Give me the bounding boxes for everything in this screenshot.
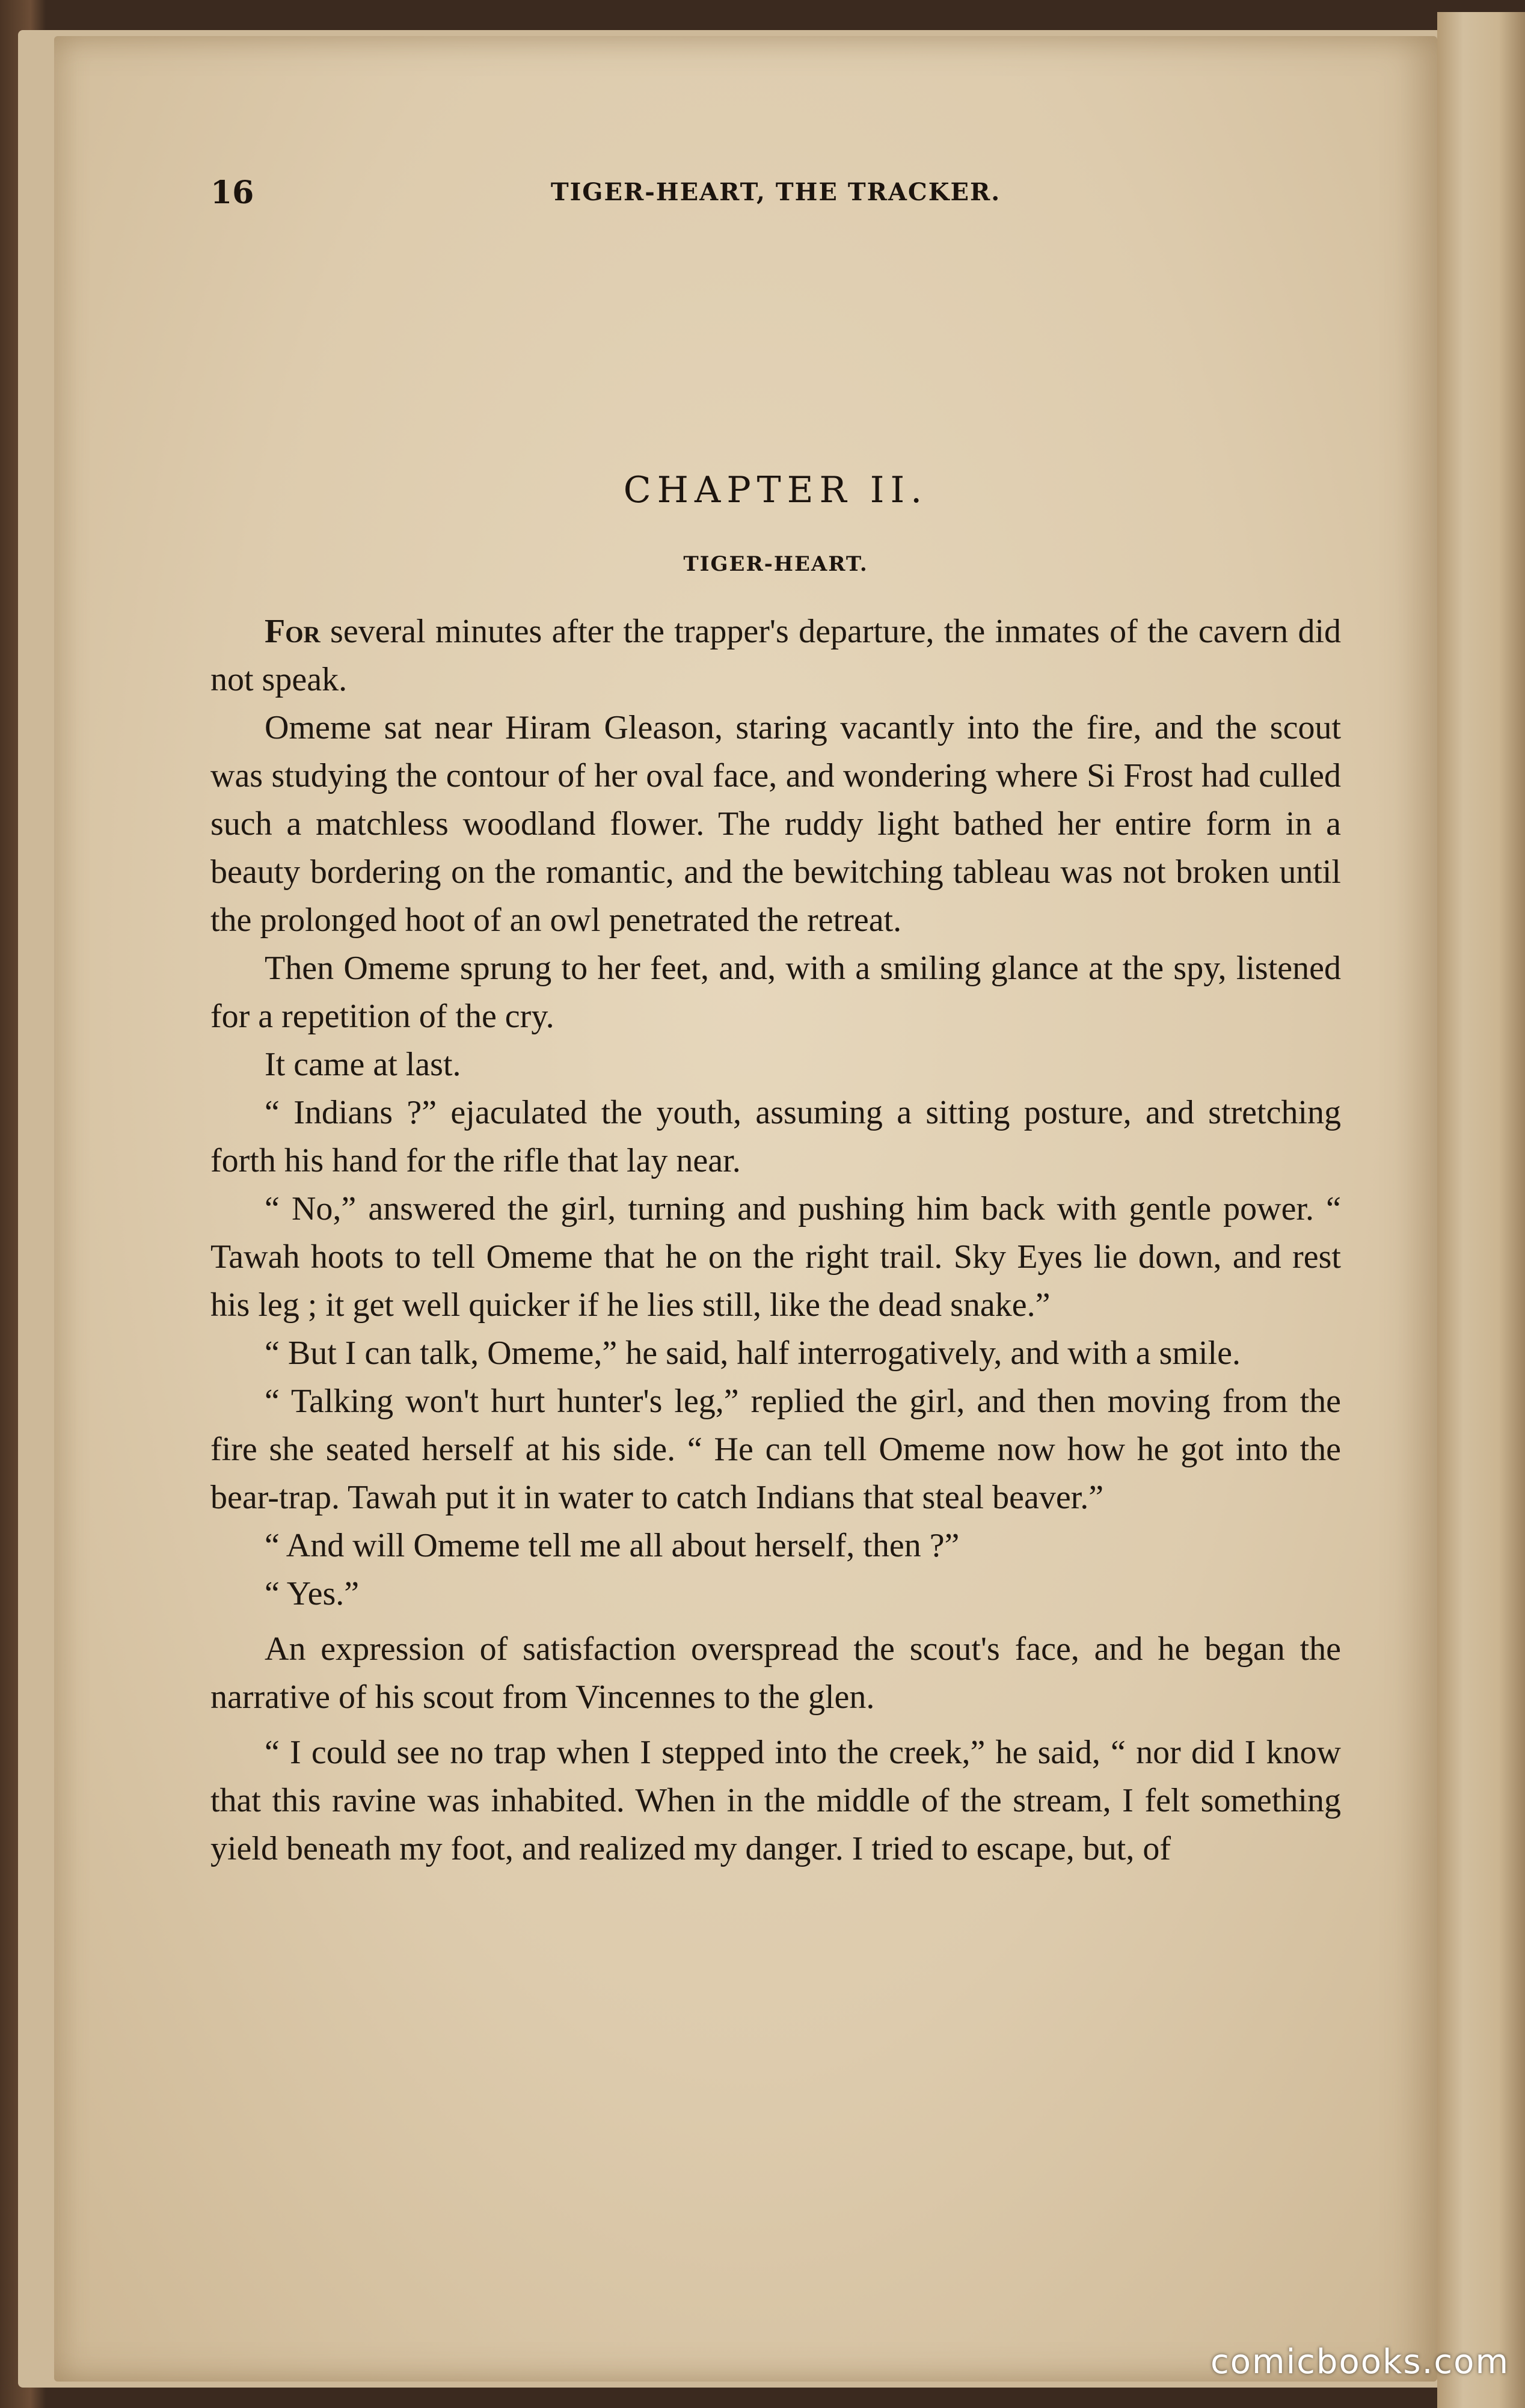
paragraph-4: It came at last. [265, 1046, 461, 1083]
chapter-subtitle: TIGER-HEART. [683, 552, 868, 576]
paragraph-6: “ No,” answered the girl, turning and pushing him back with gentle power. “ Tawah hoots to tell Omeme that he on the right trail. Sky Eyes lie down, and rest his leg ; it get well quicker if he lies still, like the dead snake.” [210, 1190, 1341, 1324]
paragraph-11: An expression of satisfaction overspread the scout's face, and he began the narrative of his scout from Vincennes to the glen. [210, 1630, 1341, 1716]
paragraph-3: Then Omeme sprung to her feet, and, with a smiling glance at the spy, listened for a repetition of the cry. [210, 950, 1341, 1035]
paragraph-1-first-word: For [265, 613, 321, 650]
binding-fold [1437, 12, 1525, 2408]
page-number: 16 [210, 174, 254, 211]
paragraph-8: “ Talking won't hurt hunter's leg,” replied the girl, and then moving from the fire she seated herself at his side. “ He can tell Omeme now how he got into the bear-trap. Tawah put it in water to catch Indians that steal beaver.” [210, 1383, 1341, 1516]
running-title: TIGER-HEART, THE TRACKER. [550, 178, 1001, 206]
paragraph-5: “ Indians ?” ejaculated the youth, assuming a sitting posture, and stretching forth his hand for the rifle that lay near. [210, 1094, 1341, 1179]
paragraph-12: “ I could see no trap when I stepped into the creek,” he said, “ nor did I know that this ravine was inhabited. When in the middle of the stream, I felt something yield beneath my foot, and realized my danger. I tried to escape, but, of [210, 1734, 1341, 1867]
page-header [210, 174, 1341, 223]
paragraph-2: Omeme sat near Hiram Gleason, staring vacantly into the fire, and the scout was studying the contour of her oval face, and wondering where Si Frost had culled such a matchless woodland flower. The ruddy light bathed her entire form in a beauty bordering on the romantic, and the bewitching tableau was not broken until the prolonged hoot of an owl penetrated the retreat. [210, 709, 1341, 939]
paragraph-1-text: several minutes after the trapper's departure, the inmates of the cavern did not speak. [210, 613, 1341, 698]
paragraph-10: “ Yes.” [265, 1575, 360, 1612]
watermark: comicbooks.com [1210, 2342, 1509, 2382]
paragraph-9: “ And will Omeme tell me all about herself, then ?” [265, 1527, 960, 1564]
body-text [210, 607, 1341, 1873]
chapter-title: CHAPTER II. [623, 469, 928, 511]
paragraph-1 [210, 607, 1341, 704]
paragraph-7: “ But I can talk, Omeme,” he said, half interrogatively, and with a smile. [265, 1335, 1241, 1372]
